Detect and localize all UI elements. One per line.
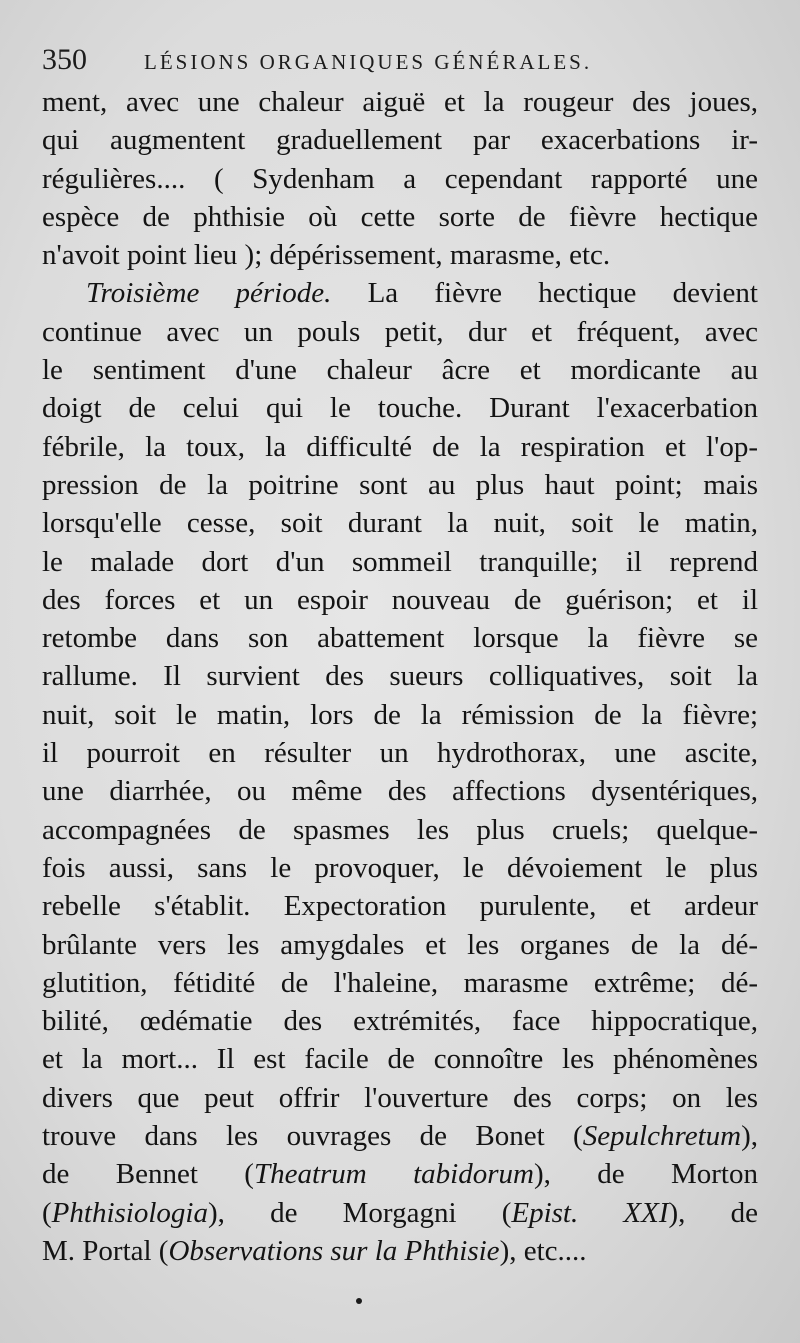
italic-segment: Theatrum tabidorum <box>253 1158 534 1191</box>
text-line <box>42 313 758 351</box>
text-segment: rallume. Il survient des sueurs colliquatives, soit la <box>42 660 758 693</box>
text-segment: ment, avec une chaleur aiguë et la rougeur des joues, <box>42 86 758 118</box>
text-line <box>42 1155 758 1193</box>
text-line <box>42 274 758 312</box>
text-segment: glutition, fétidité de l'haleine, marasme extrême; dé- <box>42 966 758 999</box>
text-segment: ), etc.... <box>499 1234 587 1267</box>
running-title: LÉSIONS ORGANIQUES GÉNÉRALES. <box>144 50 593 74</box>
text-segment: doigt de celui qui le touche. Durant l'exacerbation <box>42 392 758 425</box>
italic-segment: Phthisiologia <box>51 1196 208 1229</box>
text-line <box>42 887 758 925</box>
text-segment: retombe dans son abattement lorsque la fièvre se <box>42 622 758 655</box>
text-line <box>42 734 758 772</box>
italic-segment: Troisième période. <box>86 277 332 310</box>
text-segment: il pourroit en résulter un hydrothorax, une ascite, <box>42 737 758 770</box>
text-segment: ), <box>741 1120 758 1153</box>
text-segment: M. Portal ( <box>42 1234 169 1267</box>
italic-segment: Sepulchretum <box>582 1120 742 1153</box>
text-line <box>42 849 758 887</box>
running-head <box>42 40 762 80</box>
text-segment: lorsqu'elle cesse, soit durant la nuit, soit le matin, <box>42 507 758 540</box>
text-line <box>42 811 758 849</box>
text-segment: continue avec un pouls petit, dur et fréquent, avec <box>42 315 758 348</box>
footer-mark <box>356 1298 362 1304</box>
text-line <box>42 504 758 542</box>
text-line <box>42 351 758 389</box>
text-segment: ), de Morgagni ( <box>207 1196 512 1229</box>
text-line <box>42 1040 758 1078</box>
text-segment: et la mort... Il est facile de connoître les phénomènes <box>42 1043 758 1076</box>
text-segment: des forces et un espoir nouveau de guérison; et il <box>42 583 758 616</box>
text-segment: pression de la poitrine sont au plus haut point; mais <box>42 468 758 501</box>
text-line <box>42 121 758 159</box>
text-line <box>42 581 758 619</box>
text-segment: ), de <box>668 1196 758 1229</box>
text-segment: brûlante vers les amygdales et les organes de la dé- <box>42 928 758 961</box>
text-line <box>42 83 758 121</box>
text-line <box>42 198 758 236</box>
text-segment: bilité, œdématie des extrémités, face hippocratique, <box>42 1005 758 1038</box>
text-segment: trouve dans les ouvrages de Bonet ( <box>42 1120 583 1153</box>
text-segment: La fièvre hectique devient <box>331 277 758 310</box>
text-segment: une diarrhée, ou même des affections dysentériques, <box>42 775 758 808</box>
text-line <box>42 964 758 1002</box>
text-segment: rebelle s'établit. Expectoration purulente, et ardeur <box>42 890 758 923</box>
text-line <box>42 236 758 274</box>
text-segment: fébrile, la toux, la difficulté de la respiration et l'op- <box>42 430 758 463</box>
text-line <box>42 389 758 427</box>
text-line <box>42 1002 758 1040</box>
text-line <box>42 466 758 504</box>
italic-segment: Observations sur la Phthisie <box>168 1234 500 1267</box>
text-line <box>42 160 758 198</box>
text-line <box>42 1079 758 1117</box>
body-text <box>42 83 758 1270</box>
text-segment: ( <box>42 1196 52 1229</box>
text-line <box>42 926 758 964</box>
text-segment: qui augmentent graduellement par exacerbations ir- <box>42 124 758 157</box>
text-segment: le malade dort d'un sommeil tranquille; il reprend <box>42 545 758 578</box>
text-line <box>42 1194 758 1232</box>
page-number: 350 <box>42 43 87 76</box>
text-segment: divers que peut offrir l'ouverture des corps; on les <box>42 1081 758 1114</box>
text-segment: ), de Morton <box>533 1158 758 1191</box>
text-segment: espèce de phthisie où cette sorte de fièvre hectique <box>42 200 758 233</box>
text-line <box>42 772 758 810</box>
italic-segment: Epist. XXI <box>511 1196 669 1229</box>
text-segment: fois aussi, sans le provoquer, le dévoiement le plus <box>42 851 758 884</box>
text-line <box>42 619 758 657</box>
text-line <box>42 657 758 695</box>
text-line <box>42 1117 758 1155</box>
text-line <box>42 543 758 581</box>
text-segment: de Bennet ( <box>42 1158 254 1191</box>
text-segment: régulières.... ( Sydenham a cependant rapporté une <box>42 162 758 195</box>
text-segment: le sentiment d'une chaleur âcre et mordicante au <box>42 354 758 387</box>
text-segment: accompagnées de spasmes les plus cruels; quelque- <box>42 813 758 846</box>
text-line <box>42 1232 758 1270</box>
text-segment: nuit, soit le matin, lors de la rémission de la fièvre; <box>42 698 758 731</box>
text-segment: n'avoit point lieu ); dépérissement, marasme, etc. <box>42 239 611 272</box>
text-line <box>42 696 758 734</box>
text-line <box>42 428 758 466</box>
